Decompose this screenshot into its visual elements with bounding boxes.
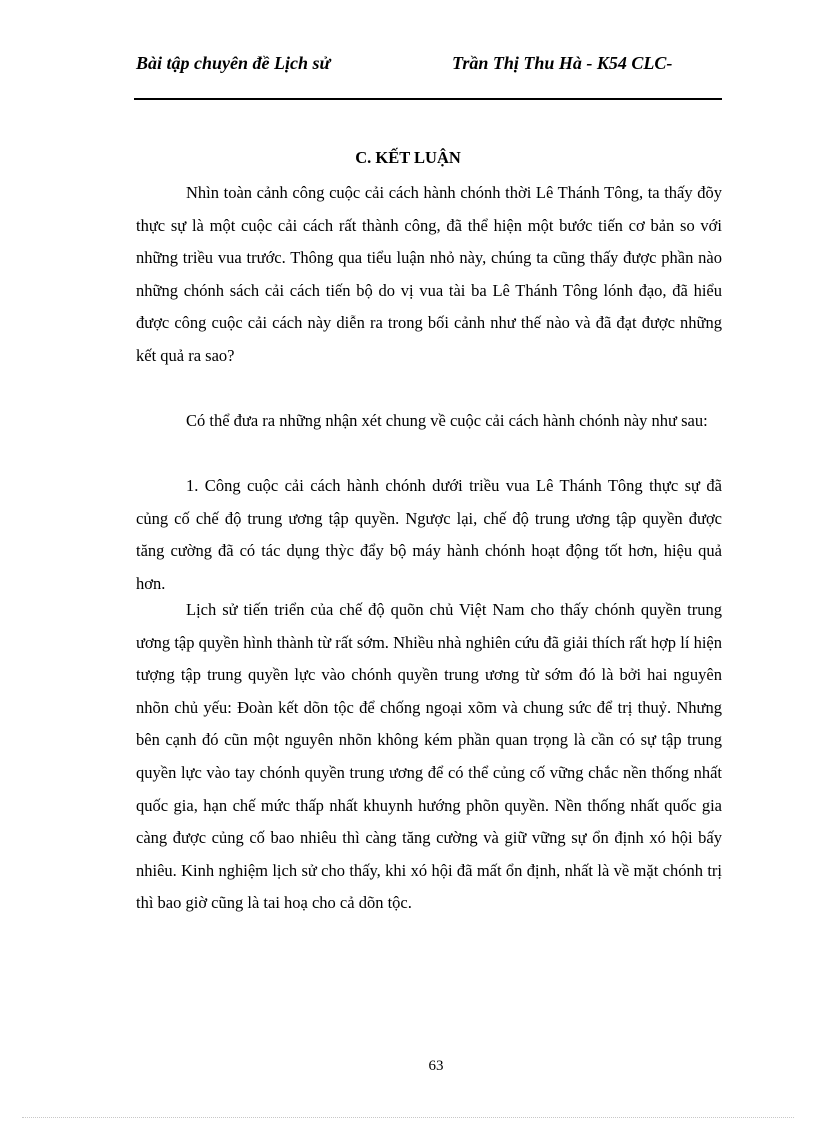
page-bottom-rule bbox=[22, 1117, 794, 1118]
paragraph-2: Có thể đưa ra những nhận xét chung về cuộc cải cách hành chónh này như sau: bbox=[186, 411, 708, 430]
page-header bbox=[134, 48, 722, 100]
paragraph-3: 1. Công cuộc cải cách hành chónh dưới triều vua Lê Thánh Tông thực sự đã củng cố chế độ trung ương tập quyền. Ngược lại, chế độ trung ương tập quyền được tăng cường đã có tác dụng thỳc đẩy bộ máy hành chónh hoạt động tốt hơn, hiệu quả hơn. bbox=[136, 476, 722, 593]
paragraph-4: Lịch sử tiến triển của chế độ quõn chủ Việt Nam cho thấy chónh quyền trung ương tập quyền hình thành từ rất sớm. Nhiều nhà nghiên cứu đã giải thích rất hợp lí hiện tượng tập trung quyền lực vào chónh quyền trung ương từ sớm đó là bởi hai nguyên nhõn chủ yếu: Đoàn kết dõn tộc để chống ngoại xõm và chung sức để trị thuỷ. Nhưng bên cạnh đó cũn một nguyên nhõn không kém phần quan trọng là cần có sự tập trung quyền lực vào tay chónh quyền trung ương để có thể củng cố vững chắc nền thống nhất quốc gia, hạn chế mức thấp nhất khuynh hướng phõn quyền. Nền thống nhất quốc gia càng được củng cố bao nhiêu thì càng tăng cường và giữ vững sự ổn định xó hội bấy nhiêu. Kinh nghiệm lịch sử cho thấy, khi xó hội đã mất ổn định, nhất là về mặt chónh trị thì bao giờ cũng là tai hoạ cho cả dõn tộc. bbox=[136, 600, 722, 913]
paragraph-1: Nhìn toàn cảnh công cuộc cải cách hành chónh thời Lê Thánh Tông, ta thấy đõy thực sự là một cuộc cải cách rất thành công, đã thể hiện một bước tiến cơ bản so với những triều vua trước. Thông qua tiểu luận nhỏ này, chúng ta cũng thấy được phần nào những chónh sách cải cách tiến bộ do vị vua tài ba Lê Thánh Tông lónh đạo, đã hiểu được công cuộc cải cách này diễn ra trong bối cảnh như thế nào và đã đạt được những kết quả ra sao? bbox=[136, 183, 722, 365]
page-number: 63 bbox=[428, 1058, 444, 1074]
header-course-title: Bài tập chuyên đề Lịch sử bbox=[136, 53, 331, 73]
section-title: C. KẾT LUẬN bbox=[355, 148, 461, 167]
header-author: Trần Thị Thu Hà - K54 CLC- bbox=[452, 53, 673, 73]
